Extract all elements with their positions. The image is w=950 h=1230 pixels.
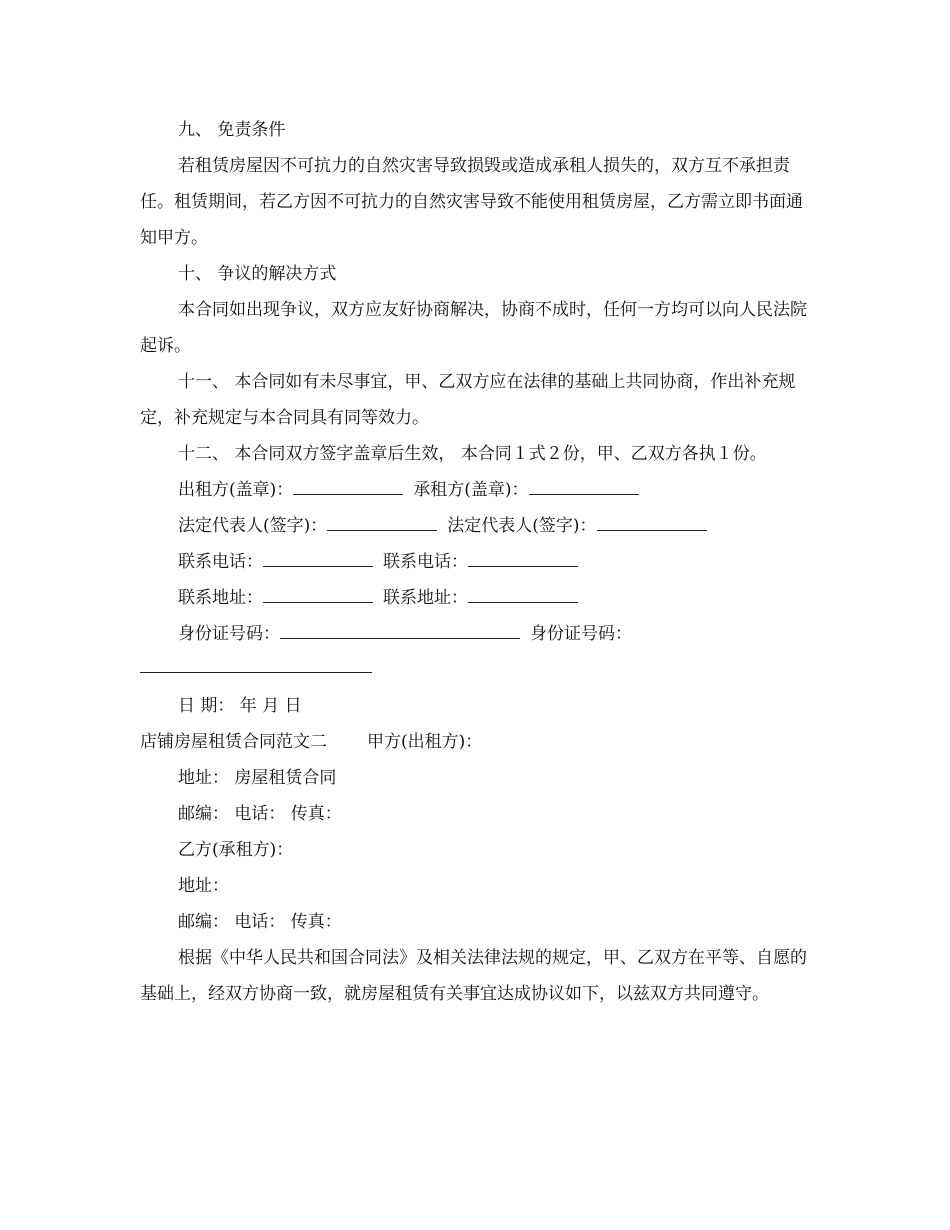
lessor-seal-label: 出租方(盖章)： bbox=[178, 480, 294, 500]
section-11-body: 十一、 本合同如有未尽事宜，甲、乙双方应在法律的基础上共同协商，作出补充规定，补充规定与本合同具有同等效力。 bbox=[140, 372, 796, 428]
phone-blank-2 bbox=[468, 548, 578, 567]
seal-row bbox=[140, 472, 812, 508]
party-a-label: 甲方(出租方)： bbox=[367, 732, 483, 752]
party-a-address: 地址： 房屋租赁合同 bbox=[178, 768, 337, 788]
second-contract-title-row bbox=[140, 724, 812, 760]
lessee-seal-label: 承租方(盖章)： bbox=[413, 480, 529, 500]
second-contract-title: 店铺房屋租赁合同范文二 bbox=[140, 732, 327, 752]
id-blank-2 bbox=[140, 654, 372, 673]
party-a-contact: 邮编： 电话： 传真： bbox=[178, 804, 342, 824]
document-content bbox=[140, 112, 812, 1012]
rep-sign-row bbox=[140, 508, 812, 544]
id-label-1: 身份证号码： bbox=[178, 624, 280, 644]
address-label-2: 联系地址： bbox=[383, 588, 468, 608]
phone-label-1: 联系电话： bbox=[178, 552, 263, 572]
lessee-seal-blank bbox=[529, 476, 639, 495]
address-blank-1 bbox=[263, 584, 373, 603]
id-row bbox=[140, 616, 812, 652]
id-blank-1 bbox=[280, 620, 520, 639]
section-10-heading: 十、 争议的解决方式 bbox=[178, 264, 337, 284]
rep-sign-label-1: 法定代表人(签字)： bbox=[178, 516, 328, 536]
phone-label-2: 联系电话： bbox=[383, 552, 468, 572]
phone-blank-1 bbox=[263, 548, 373, 567]
second-contract-preamble: 根据《中华人民共和国合同法》及相关法律法规的规定，甲、乙双方在平等、自愿的基础上，经双方协商一致，就房屋租赁有关事宜达成协议如下，以兹双方共同遵守。 bbox=[140, 948, 807, 1004]
id-label-2: 身份证号码： bbox=[530, 624, 632, 644]
section-9-heading: 九、 免责条件 bbox=[178, 120, 286, 140]
rep-sign-label-2: 法定代表人(签字)： bbox=[447, 516, 597, 536]
party-b-contact: 邮编： 电话： 传真： bbox=[178, 912, 342, 932]
party-b-address: 地址： bbox=[178, 876, 229, 896]
date-row: 日 期： 年 月 日 bbox=[178, 696, 302, 716]
phone-row bbox=[140, 544, 812, 580]
address-label-1: 联系地址： bbox=[178, 588, 263, 608]
lessor-seal-blank bbox=[293, 476, 403, 495]
id-blank-2-row bbox=[140, 652, 812, 688]
section-12-body: 十二、 本合同双方签字盖章后生效， 本合同１式２份，甲、乙双方各执１份。 bbox=[178, 444, 767, 464]
address-blank-2 bbox=[468, 584, 578, 603]
rep-sign-blank-1 bbox=[327, 512, 437, 531]
party-b-label: 乙方(承租方)： bbox=[178, 840, 294, 860]
section-10-body: 本合同如出现争议，双方应友好协商解决，协商不成时，任何一方均可以向人民法院起诉。 bbox=[140, 300, 807, 356]
address-row bbox=[140, 580, 812, 616]
section-9-body: 若租赁房屋因不可抗力的自然灾害导致损毁或造成承租人损失的，双方互不承担责任。租赁期间，若乙方因不可抗力的自然灾害导致不能使用租赁房屋，乙方需立即书面通知甲方。 bbox=[140, 156, 803, 248]
rep-sign-blank-2 bbox=[597, 512, 707, 531]
